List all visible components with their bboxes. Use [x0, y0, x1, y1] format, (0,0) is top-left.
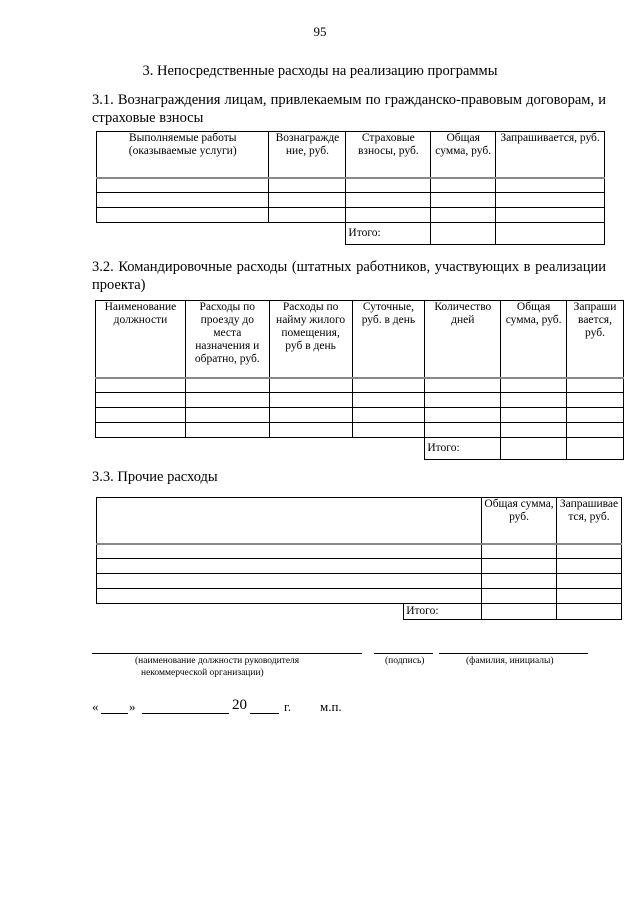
table-row [96, 423, 624, 438]
position-signature-line [92, 653, 362, 654]
close-quote: » [129, 699, 136, 714]
table-row [97, 178, 605, 193]
sign-caption: (подпись) [385, 656, 425, 666]
table-row [97, 574, 622, 589]
signature-line [374, 653, 433, 654]
table-row [97, 589, 622, 604]
year-suffix: г. [284, 699, 292, 714]
table-3-1 [96, 131, 605, 245]
column-header: Запраши вается, руб. [567, 301, 624, 378]
column-header: Выполняемые работы (оказываемые услуги) [97, 132, 269, 178]
open-quote: « [92, 699, 99, 714]
column-header: Запрашивается, руб. [496, 132, 605, 178]
table-3-2 [95, 300, 624, 460]
column-header: Запрашивае тся, руб. [556, 498, 621, 544]
column-header [97, 498, 482, 544]
position-caption: (наименование должности руководителя [135, 656, 300, 666]
name-signature-line [439, 653, 588, 654]
table-row [97, 559, 622, 574]
page-number: 95 [313, 24, 327, 39]
column-header: Общая сумма, руб. [431, 132, 496, 178]
column-header: Расходы по проезду до места назначения и обратно, руб. [185, 301, 269, 378]
column-header: Страховые взносы, руб. [346, 132, 431, 178]
total-row [97, 604, 622, 620]
table-row [96, 378, 624, 393]
table-row [96, 408, 624, 423]
total-row [96, 438, 624, 460]
organization-caption: некоммерческой организации) [141, 668, 264, 678]
month-blank [142, 713, 229, 714]
year-prefix: 20 [232, 697, 247, 713]
table-row [97, 193, 605, 208]
column-header: Суточные, руб. в день [352, 301, 425, 378]
column-header: Наименование должности [96, 301, 186, 378]
section-3-2-heading: 3.2. Командировочные расходы (штатных работников, участвующих в реализации проекта) [92, 259, 606, 293]
table-row [96, 393, 624, 408]
table-row [97, 544, 622, 559]
total-label: Итого: [425, 438, 501, 460]
column-header: Общая сумма, руб. [501, 301, 567, 378]
column-header: Общая сумма, руб. [482, 498, 557, 544]
stamp-place: м.п. [320, 699, 342, 714]
year-blank [250, 713, 279, 714]
section-3-3-heading: 3.3. Прочие расходы [92, 469, 218, 485]
column-header: Расходы по найму жилого помещения, руб в день [269, 301, 352, 378]
name-caption: (фамилия, инициалы) [466, 656, 554, 666]
section-title: 3. Непосредственные расходы на реализацию программы [142, 63, 498, 79]
section-3-1-heading: 3.1. Вознаграждения лицам, привлекаемым по гражданско-правовым договорам, и страховые взносы [92, 92, 606, 126]
column-header: Количество дней [425, 301, 501, 378]
table-3-3 [96, 497, 622, 620]
column-header: Вознагражде ние, руб. [269, 132, 346, 178]
table-row [97, 208, 605, 223]
day-blank [101, 713, 128, 714]
total-label: Итого: [404, 604, 482, 620]
total-label: Итого: [346, 223, 431, 245]
total-row [97, 223, 605, 245]
